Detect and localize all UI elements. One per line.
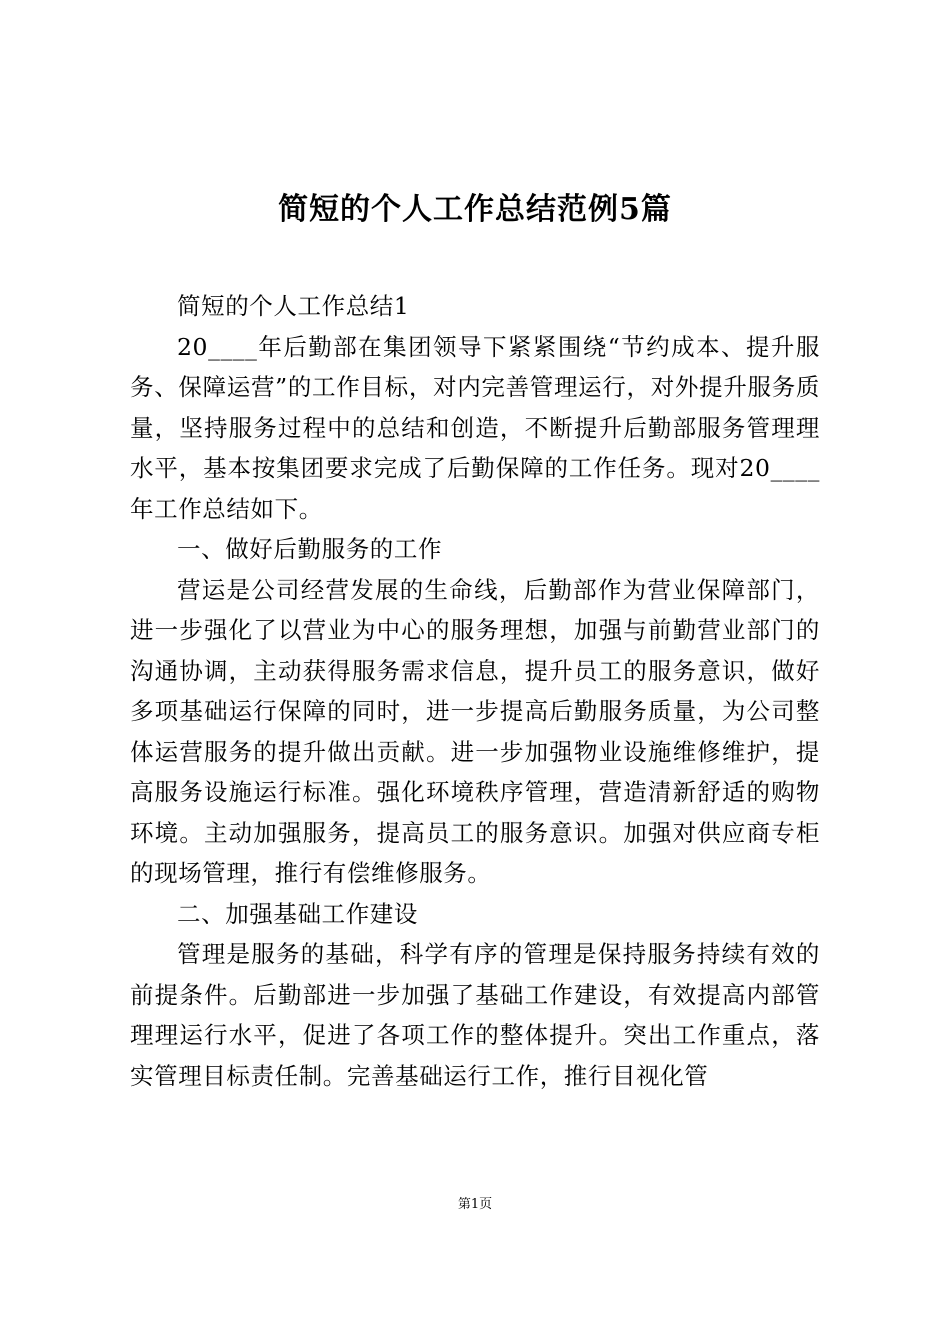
document-body [130, 286, 820, 1096]
body-paragraph: 20____年后勤部在集团领导下紧紧围绕“节约成本、提升服务、保障运营”的工作目标，对内完善管理运行，对外提升服务质量，坚持服务过程中的总结和创造，不断提升后勤部服务管理理水平，基本按集团要求完成了后勤保障的工作任务。现对20____年工作总结如下。 [130, 332, 820, 523]
body-paragraph: 营运是公司经营发展的生命线，后勤部作为营业保障部门，进一步强化了以营业为中心的服务理想，加强与前勤营业部门的沟通协调，主动获得服务需求信息，提升员工的服务意识，做好多项基础运行保障的同时，进一步提高后勤服务质量，为公司整体运营服务的提升做出贡献。进一步加强物业设施维修维护，提高服务设施运行标准。强化环境秩序管理，营造清新舒适的购物环境。主动加强服务，提高员工的服务意识。加强对供应商专柜的现场管理，推行有偿维修服务。 [130, 575, 820, 887]
page-number: 第1页 [457, 1197, 493, 1212]
section-heading: 一、做好后勤服务的工作 [177, 535, 443, 563]
section-heading: 简短的个人工作总结1 [177, 292, 410, 320]
document-title: 简短的个人工作总结范例5篇 [278, 192, 672, 227]
body-paragraph: 管理是服务的基础，科学有序的管理是保持服务持续有效的前提条件。后勤部进一步加强了基础工作建设，有效提高内部管理理运行水平，促进了各项工作的整体提升。突出工作重点，落实管理目标责任制。完善基础运行工作，推行目视化管 [130, 940, 820, 1090]
section-heading: 二、加强基础工作建设 [177, 899, 418, 928]
